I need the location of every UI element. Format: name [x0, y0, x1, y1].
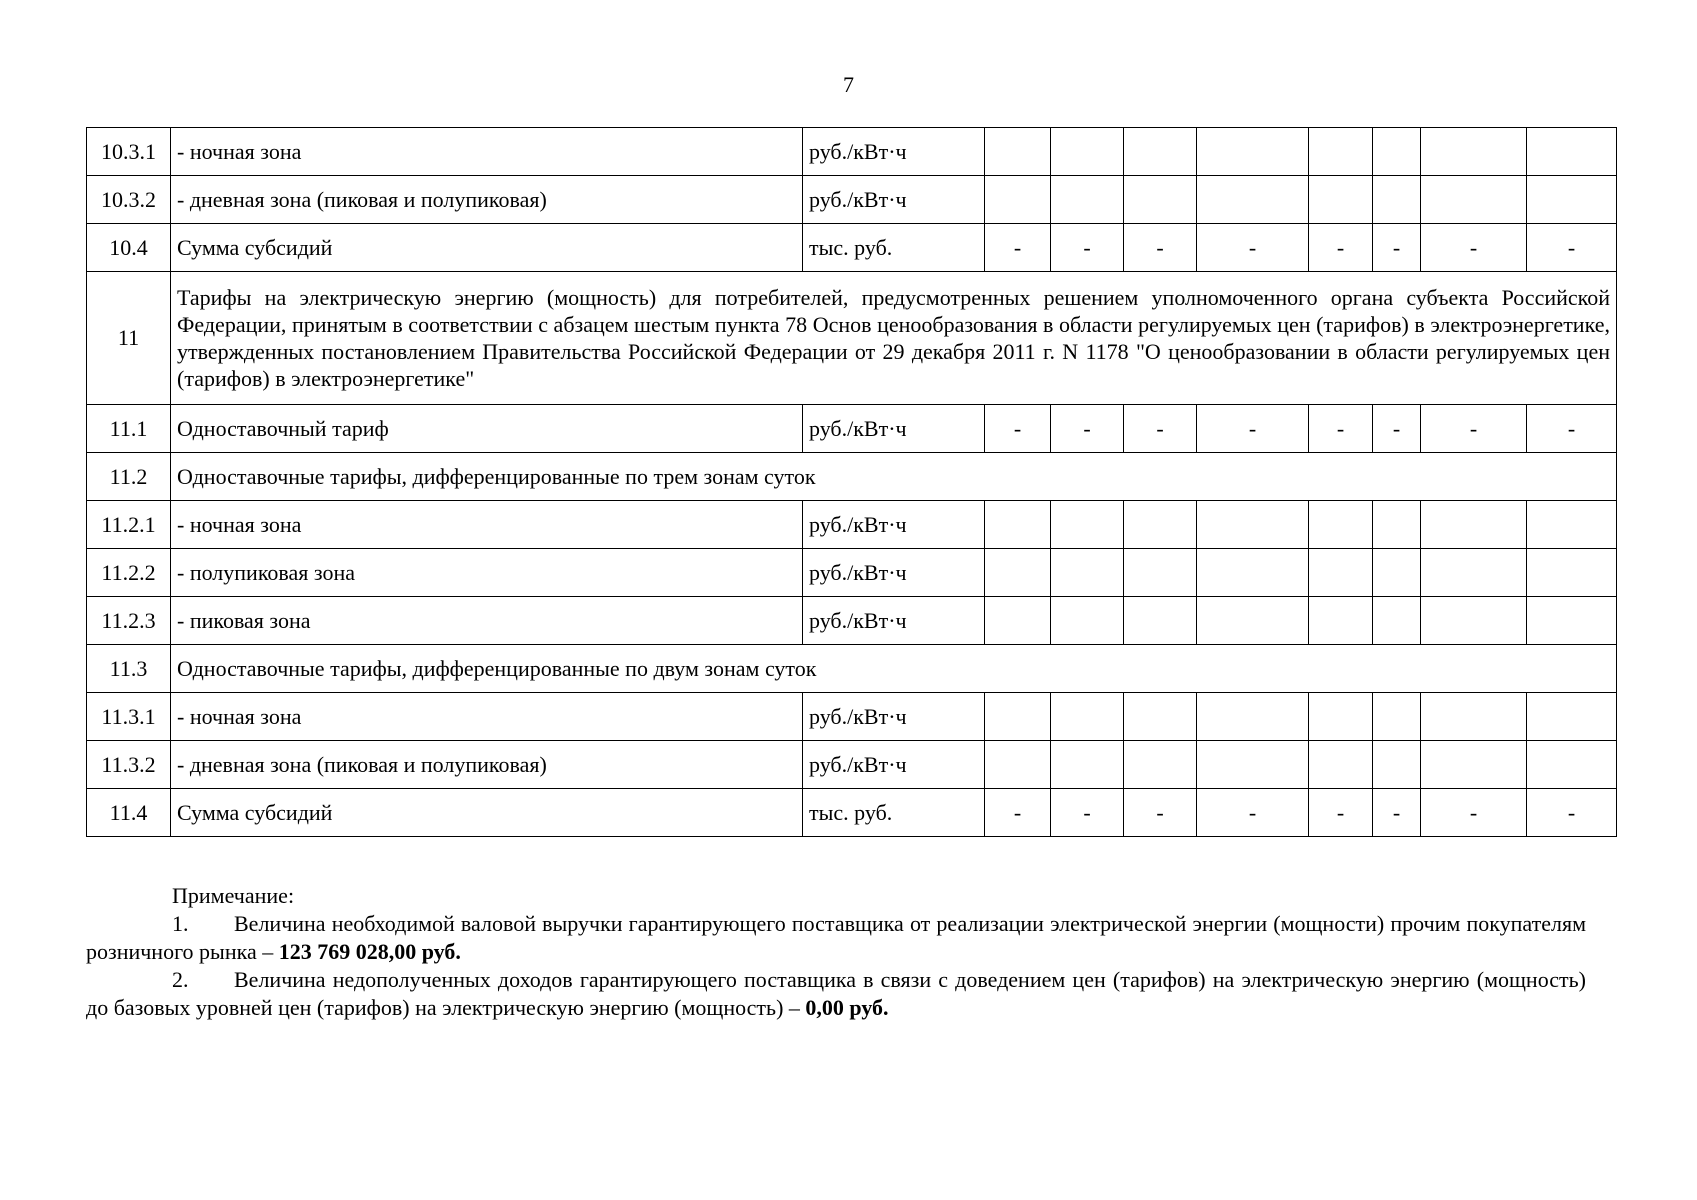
- value-cell: [1197, 741, 1309, 789]
- row-name: - полупиковая зона: [171, 549, 803, 597]
- note-item-1: [86, 910, 1586, 966]
- table-row: [87, 741, 1617, 789]
- table-row: [87, 405, 1617, 453]
- value-cell: [1309, 176, 1373, 224]
- row-unit: руб./кВт·ч: [803, 597, 985, 645]
- value-cell: -: [1124, 789, 1197, 837]
- value-cell: [1051, 741, 1124, 789]
- value-cell: [1197, 549, 1309, 597]
- value-cell: [1373, 549, 1421, 597]
- value-cell: [1527, 693, 1617, 741]
- value-cell: -: [1051, 405, 1124, 453]
- value-cell: [1309, 741, 1373, 789]
- note-item-2: [86, 966, 1586, 1022]
- row-number: 11.2: [87, 453, 171, 501]
- value-cell: [1309, 549, 1373, 597]
- value-cell: [1527, 176, 1617, 224]
- value-cell: [1373, 128, 1421, 176]
- value-cell: [985, 176, 1051, 224]
- row-unit: руб./кВт·ч: [803, 741, 985, 789]
- value-cell: -: [1373, 405, 1421, 453]
- value-cell: [1421, 549, 1527, 597]
- note-item-text: Величина необходимой валовой выручки гарантирующего поставщика от реализации электрической энергии (мощности) прочим покупателям розничного рынка –: [86, 911, 1586, 964]
- value-cell: [985, 549, 1051, 597]
- value-cell: [1527, 741, 1617, 789]
- value-cell: [1051, 693, 1124, 741]
- row-name: Одноставочный тариф: [171, 405, 803, 453]
- value-cell: [1124, 597, 1197, 645]
- note-item-number: 1.: [172, 911, 189, 936]
- value-cell: [1051, 597, 1124, 645]
- row-number: 10.3.2: [87, 176, 171, 224]
- value-cell: [1373, 501, 1421, 549]
- row-unit: руб./кВт·ч: [803, 693, 985, 741]
- table-row: [87, 224, 1617, 272]
- value-cell: [1527, 501, 1617, 549]
- value-cell: -: [1373, 789, 1421, 837]
- value-cell: -: [1309, 789, 1373, 837]
- value-cell: -: [1309, 405, 1373, 453]
- table-row: [87, 693, 1617, 741]
- value-cell: [1051, 549, 1124, 597]
- row-number: 11.2.1: [87, 501, 171, 549]
- table-row: [87, 645, 1617, 693]
- table-row: [87, 176, 1617, 224]
- value-cell: [1421, 693, 1527, 741]
- value-cell: [1051, 128, 1124, 176]
- row-number: 11: [87, 272, 171, 405]
- table-row: [87, 789, 1617, 837]
- value-cell: [1051, 501, 1124, 549]
- value-cell: [1197, 176, 1309, 224]
- row-number: 11.1: [87, 405, 171, 453]
- value-cell: [1197, 501, 1309, 549]
- row-name: Тарифы на электрическую энергию (мощность) для потребителей, предусмотренных решением уполномоченного органа субъекта Российской Федерации, принятым в соответствии с абзацем шестым пункта 78 Основ ценообразования в области регулируемых цен (тарифов) в электроэнергетике, утвержденных постановлением Правительства Российской Федерации от 29 декабря 2011 г. N 1178 "О ценообразовании в области регулируемых цен (тарифов) в электроэнергетике": [171, 272, 1617, 405]
- table-row: [87, 501, 1617, 549]
- row-unit: руб./кВт·ч: [803, 549, 985, 597]
- page-number: 7: [843, 72, 854, 97]
- value-cell: -: [1373, 224, 1421, 272]
- row-number: 10.3.1: [87, 128, 171, 176]
- value-cell: [985, 741, 1051, 789]
- value-cell: [1421, 128, 1527, 176]
- value-cell: -: [985, 224, 1051, 272]
- value-cell: [1124, 176, 1197, 224]
- table-row: [87, 128, 1617, 176]
- value-cell: [1421, 176, 1527, 224]
- table-row: [87, 597, 1617, 645]
- value-cell: [1373, 176, 1421, 224]
- value-cell: [1124, 501, 1197, 549]
- value-cell: [985, 128, 1051, 176]
- value-cell: [1421, 741, 1527, 789]
- note-item-number: 2.: [172, 967, 189, 992]
- value-cell: -: [1197, 224, 1309, 272]
- value-cell: [1527, 549, 1617, 597]
- row-number: 11.2.2: [87, 549, 171, 597]
- row-number: 11.4: [87, 789, 171, 837]
- value-cell: -: [1309, 224, 1373, 272]
- row-name: - ночная зона: [171, 693, 803, 741]
- row-name: Одноставочные тарифы, дифференцированные по трем зонам суток: [171, 453, 1617, 501]
- value-cell: [1309, 501, 1373, 549]
- value-cell: [1309, 128, 1373, 176]
- table-row: [87, 272, 1617, 405]
- value-cell: [1051, 176, 1124, 224]
- row-unit: тыс. руб.: [803, 224, 985, 272]
- value-cell: [1421, 597, 1527, 645]
- table-body: [87, 128, 1617, 837]
- value-cell: -: [1124, 405, 1197, 453]
- row-name: - ночная зона: [171, 501, 803, 549]
- value-cell: [1373, 741, 1421, 789]
- value-cell: [1197, 597, 1309, 645]
- note-section: [86, 882, 1586, 1022]
- row-number: 11.3.1: [87, 693, 171, 741]
- value-cell: -: [985, 405, 1051, 453]
- value-cell: -: [1421, 405, 1527, 453]
- value-cell: [1309, 597, 1373, 645]
- value-cell: [1527, 597, 1617, 645]
- value-cell: -: [985, 789, 1051, 837]
- row-name: Сумма субсидий: [171, 224, 803, 272]
- value-cell: [1197, 693, 1309, 741]
- value-cell: [1124, 549, 1197, 597]
- value-cell: [1124, 693, 1197, 741]
- value-cell: -: [1527, 405, 1617, 453]
- value-cell: -: [1124, 224, 1197, 272]
- table-row: [87, 453, 1617, 501]
- note-item-text: Величина недополученных доходов гарантирующего поставщика в связи с доведением цен (тарифов) на электрическую энергию (мощность) до базовых уровней цен (тарифов) на электрическую энергию (мощность) –: [86, 967, 1586, 1020]
- row-name: - пиковая зона: [171, 597, 803, 645]
- row-name: - дневная зона (пиковая и полупиковая): [171, 176, 803, 224]
- value-cell: [1373, 693, 1421, 741]
- row-name: - дневная зона (пиковая и полупиковая): [171, 741, 803, 789]
- value-cell: -: [1527, 224, 1617, 272]
- row-name: - ночная зона: [171, 128, 803, 176]
- row-unit: руб./кВт·ч: [803, 405, 985, 453]
- value-cell: [985, 597, 1051, 645]
- note-title: Примечание:: [172, 883, 295, 908]
- row-number: 11.3.2: [87, 741, 171, 789]
- value-cell: [1373, 597, 1421, 645]
- value-cell: [1124, 741, 1197, 789]
- row-unit: руб./кВт·ч: [803, 128, 985, 176]
- value-cell: -: [1051, 789, 1124, 837]
- value-cell: [1527, 128, 1617, 176]
- row-number: 11.2.3: [87, 597, 171, 645]
- row-unit: тыс. руб.: [803, 789, 985, 837]
- row-name: Сумма субсидий: [171, 789, 803, 837]
- row-number: 11.3: [87, 645, 171, 693]
- row-unit: руб./кВт·ч: [803, 501, 985, 549]
- value-cell: -: [1527, 789, 1617, 837]
- value-cell: -: [1421, 789, 1527, 837]
- value-cell: -: [1051, 224, 1124, 272]
- note-item-amount: 0,00 руб.: [805, 995, 889, 1020]
- value-cell: -: [1197, 405, 1309, 453]
- value-cell: [1124, 128, 1197, 176]
- tariff-table: [86, 127, 1617, 837]
- value-cell: [1197, 128, 1309, 176]
- row-unit: руб./кВт·ч: [803, 176, 985, 224]
- value-cell: [1309, 693, 1373, 741]
- note-item-amount: 123 769 028,00 руб.: [278, 939, 461, 964]
- value-cell: [985, 693, 1051, 741]
- value-cell: [1421, 501, 1527, 549]
- table-row: [87, 549, 1617, 597]
- value-cell: -: [1421, 224, 1527, 272]
- row-number: 10.4: [87, 224, 171, 272]
- row-name: Одноставочные тарифы, дифференцированные по двум зонам суток: [171, 645, 1617, 693]
- value-cell: -: [1197, 789, 1309, 837]
- value-cell: [985, 501, 1051, 549]
